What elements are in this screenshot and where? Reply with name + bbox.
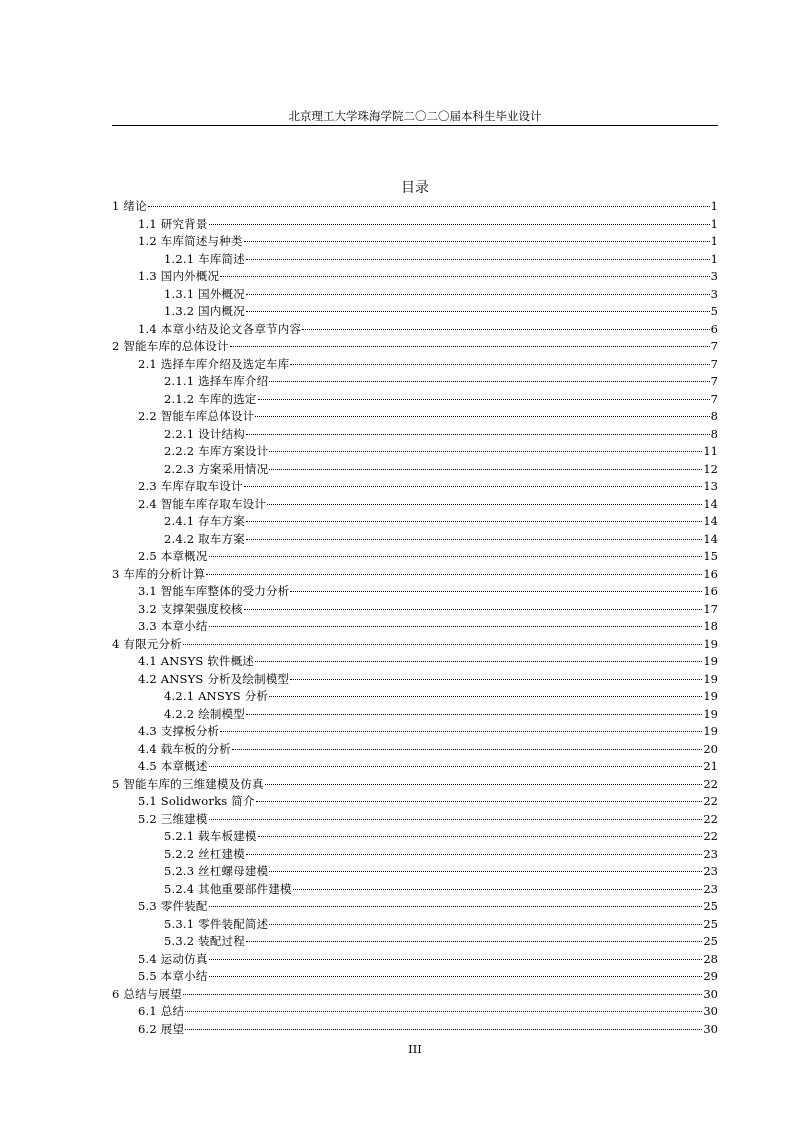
toc-entry-page: 14 [703, 514, 718, 528]
toc-entry[interactable] [112, 741, 718, 759]
toc-entry-page: 14 [703, 496, 718, 511]
toc-entry-page: 22 [703, 811, 718, 826]
toc-entry-page: 16 [703, 566, 718, 581]
toc-entry-page: 19 [703, 654, 718, 668]
header-rule [112, 125, 718, 126]
toc-entry-page: 23 [703, 881, 718, 896]
toc-dot-leader [269, 381, 709, 382]
toc-entry[interactable] [112, 268, 718, 286]
toc-entry-page: 1 [710, 234, 718, 248]
toc-entry[interactable] [112, 338, 718, 356]
toc-entry-label: 3.2 支撑架强度校核 [138, 601, 243, 616]
toc-dot-leader [246, 539, 702, 540]
toc-entry[interactable] [112, 531, 718, 549]
toc-title: 目录 [401, 180, 429, 196]
toc-dot-leader [265, 784, 703, 785]
toc-entry-page: 30 [703, 1021, 718, 1036]
toc-entry-label: 6 总结与展望 [112, 986, 182, 1001]
toc-entry[interactable] [112, 671, 718, 689]
toc-entry-label: 1.4 本章小结及论文各章节内容 [138, 321, 302, 336]
toc-entry[interactable] [112, 828, 718, 846]
toc-entry-label: 2.4.2 取车方案 [164, 531, 245, 546]
toc-entry-page: 22 [703, 776, 718, 791]
toc-dot-leader [209, 626, 703, 627]
toc-entry[interactable] [112, 426, 718, 444]
toc-entry[interactable] [112, 391, 718, 409]
toc-entry[interactable] [112, 968, 718, 986]
toc-dot-leader [244, 609, 703, 610]
toc-entry-page: 25 [703, 934, 718, 948]
toc-entry[interactable] [112, 723, 718, 741]
toc-entry-page: 16 [703, 584, 718, 598]
toc-dot-leader [209, 224, 710, 225]
toc-entry-page: 7 [710, 356, 718, 371]
toc-entry-label: 4.2.1 ANSYS 分析 [164, 689, 269, 703]
toc-entry[interactable] [112, 863, 718, 881]
toc-entry-label: 6.1 总结 [138, 1004, 185, 1018]
toc-entry[interactable] [112, 251, 718, 269]
toc-entry[interactable] [112, 898, 718, 916]
toc-entry-label: 1.3.2 国内概况 [164, 304, 245, 318]
table-of-contents [112, 198, 718, 1038]
toc-dot-leader [185, 1029, 702, 1030]
toc-entry[interactable] [112, 198, 718, 216]
toc-entry[interactable] [112, 461, 718, 479]
toc-entry[interactable] [112, 216, 718, 234]
toc-dot-leader [269, 451, 702, 452]
toc-entry-page: 14 [703, 531, 718, 546]
toc-dot-leader [255, 661, 702, 662]
toc-entry-label: 5.1 Solidworks 简介 [138, 794, 255, 808]
toc-dot-leader [290, 679, 702, 680]
toc-entry-label: 4.1 ANSYS 软件概述 [138, 654, 255, 668]
toc-dot-leader [209, 959, 703, 960]
toc-entry[interactable] [112, 933, 718, 951]
toc-entry-page: 23 [703, 846, 718, 861]
toc-dot-leader [246, 941, 702, 942]
toc-dot-leader [220, 731, 702, 732]
toc-entry-page: 3 [710, 269, 718, 283]
toc-entry-label: 1.3.1 国外概况 [164, 286, 245, 301]
toc-entry-label: 5.2.4 其他重要部件建模 [164, 881, 292, 896]
toc-entry[interactable] [112, 986, 718, 1004]
toc-entry-label: 4 有限元分析 [112, 636, 182, 651]
toc-entry-label: 2.4.1 存车方案 [164, 514, 245, 528]
toc-dot-leader [206, 574, 702, 575]
toc-entry[interactable] [112, 618, 718, 636]
toc-entry-page: 13 [703, 479, 718, 493]
toc-entry-label: 3.3 本章小结 [138, 619, 208, 633]
toc-dot-leader [246, 311, 710, 312]
toc-entry-label: 1.2 车库简述与种类 [138, 234, 243, 248]
toc-entry-label: 5.3 零件装配 [138, 899, 208, 913]
toc-entry-label: 4.5 本章概述 [138, 759, 208, 773]
toc-entry-label: 2.5 本章概况 [138, 549, 208, 563]
toc-entry-label: 2 智能车库的总体设计 [112, 339, 229, 353]
toc-entry[interactable] [112, 321, 718, 339]
page-number: III [408, 1042, 422, 1056]
toc-entry-page: 17 [703, 601, 718, 616]
toc-entry-page: 30 [703, 1004, 718, 1018]
toc-entry-label: 5.3.1 零件装配简述 [164, 916, 269, 931]
toc-entry-label: 1.2.1 车库简述 [164, 251, 245, 266]
toc-entry[interactable] [112, 1021, 718, 1039]
toc-dot-leader [258, 399, 710, 400]
toc-entry-page: 19 [703, 689, 718, 703]
toc-dot-leader [246, 854, 702, 855]
toc-entry-page: 5 [710, 304, 718, 318]
toc-dot-leader [246, 521, 702, 522]
toc-entry-label: 5.5 本章小结 [138, 969, 208, 983]
toc-entry[interactable] [112, 688, 718, 706]
toc-dot-leader [209, 766, 703, 767]
toc-entry-page: 19 [703, 671, 718, 686]
toc-entry[interactable] [112, 496, 718, 514]
toc-entry-label: 5.3.2 装配过程 [164, 934, 245, 948]
toc-entry[interactable] [112, 758, 718, 776]
toc-entry-label: 5.2.2 丝杠建模 [164, 846, 245, 861]
toc-dot-leader [246, 259, 710, 260]
toc-entry-page: 15 [703, 549, 718, 563]
toc-entry-page: 6 [710, 321, 718, 336]
toc-dot-leader [256, 801, 703, 802]
running-header: 北京理工大学珠海学院二〇二〇届本科生毕业设计 [288, 109, 542, 123]
toc-entry-page: 23 [703, 864, 718, 878]
toc-entry-label: 5 智能车库的三维建模及仿真 [112, 776, 264, 791]
toc-entry-page: 11 [703, 444, 718, 458]
toc-entry-page: 30 [703, 986, 718, 1001]
toc-entry-label: 3.1 智能车库整体的受力分析 [138, 584, 290, 598]
toc-entry-page: 22 [703, 794, 718, 808]
toc-entry-page: 18 [703, 619, 718, 633]
toc-dot-leader [255, 416, 709, 417]
toc-entry[interactable] [112, 776, 718, 794]
toc-entry-page: 7 [710, 339, 718, 353]
toc-entry-label: 2.1 选择车库介绍及选定车库 [138, 356, 290, 371]
toc-entry-label: 2.4 智能车库存取车设计 [138, 496, 267, 511]
toc-entry[interactable] [112, 356, 718, 374]
toc-dot-leader [267, 504, 702, 505]
toc-entry[interactable] [112, 566, 718, 584]
toc-entry-page: 8 [710, 409, 718, 423]
toc-dot-leader [148, 206, 710, 207]
toc-dot-leader [246, 714, 702, 715]
toc-entry-page: 22 [703, 829, 718, 843]
toc-dot-leader [269, 871, 702, 872]
toc-entry-label: 4.4 载车板的分析 [138, 741, 231, 756]
toc-entry-page: 12 [703, 461, 718, 476]
toc-entry-label: 2.3 车库存取车设计 [138, 479, 243, 493]
toc-dot-leader [209, 819, 703, 820]
toc-entry-page: 8 [710, 426, 718, 441]
toc-dot-leader [244, 486, 703, 487]
toc-entry-label: 2.1.1 选择车库介绍 [164, 374, 269, 388]
toc-entry[interactable] [112, 286, 718, 304]
toc-entry-label: 2.2.2 车库方案设计 [164, 444, 269, 458]
toc-entry-label: 2.1.2 车库的选定 [164, 391, 257, 406]
toc-entry-page: 25 [703, 916, 718, 931]
toc-entry[interactable] [112, 951, 718, 969]
toc-entry[interactable] [112, 583, 718, 601]
toc-entry-page: 20 [703, 741, 718, 756]
toc-entry-label: 2.2.3 方案采用情况 [164, 461, 269, 476]
toc-dot-leader [183, 994, 702, 995]
toc-entry-page: 21 [703, 759, 718, 773]
toc-entry-label: 5.4 运动仿真 [138, 951, 208, 966]
toc-dot-leader [185, 1011, 702, 1012]
toc-entry[interactable] [112, 653, 718, 671]
toc-entry-label: 1.1 研究背景 [138, 216, 208, 231]
toc-entry[interactable] [112, 601, 718, 619]
toc-entry-label: 4.3 支撑板分析 [138, 724, 220, 738]
toc-entry-label: 5.2.3 丝杠螺母建模 [164, 864, 269, 878]
toc-entry-label: 1 绪论 [112, 199, 147, 213]
toc-entry-page: 1 [710, 216, 718, 231]
toc-entry[interactable] [112, 811, 718, 829]
toc-entry-page: 28 [703, 951, 718, 966]
toc-entry[interactable] [112, 1003, 718, 1021]
toc-dot-leader [269, 469, 702, 470]
toc-entry-page: 19 [703, 636, 718, 651]
toc-dot-leader [290, 591, 702, 592]
toc-entry[interactable] [112, 443, 718, 461]
toc-dot-leader [209, 906, 703, 907]
toc-entry[interactable] [112, 513, 718, 531]
toc-entry[interactable] [112, 478, 718, 496]
toc-dot-leader [230, 346, 710, 347]
toc-dot-leader [209, 556, 703, 557]
toc-entry[interactable] [112, 548, 718, 566]
toc-dot-leader [209, 976, 703, 977]
toc-entry-page: 3 [710, 286, 718, 301]
toc-dot-leader [183, 644, 702, 645]
toc-entry-page: 7 [710, 391, 718, 406]
toc-entry[interactable] [112, 881, 718, 899]
toc-entry-page: 1 [710, 199, 718, 213]
toc-entry-label: 4.2 ANSYS 分析及绘制模型 [138, 671, 290, 686]
toc-entry-page: 19 [703, 706, 718, 721]
toc-entry-page: 19 [703, 724, 718, 738]
toc-entry[interactable] [112, 408, 718, 426]
toc-dot-leader [293, 889, 703, 890]
toc-entry-label: 5.2 三维建模 [138, 811, 208, 826]
toc-dot-leader [246, 294, 710, 295]
toc-dot-leader [258, 836, 703, 837]
toc-entry-page: 7 [710, 374, 718, 388]
toc-entry-page: 25 [703, 899, 718, 913]
toc-entry[interactable] [112, 636, 718, 654]
toc-entry[interactable] [112, 846, 718, 864]
toc-entry-page: 1 [710, 251, 718, 266]
toc-entry[interactable] [112, 916, 718, 934]
toc-entry[interactable] [112, 303, 718, 321]
toc-entry-page: 29 [703, 969, 718, 983]
toc-entry[interactable] [112, 233, 718, 251]
toc-entry-label: 6.2 展望 [138, 1021, 185, 1036]
toc-entry-label: 4.2.2 绘制模型 [164, 706, 245, 721]
toc-entry[interactable] [112, 793, 718, 811]
toc-entry-label: 2.2 智能车库总体设计 [138, 409, 255, 423]
toc-dot-leader [269, 924, 702, 925]
toc-dot-leader [290, 364, 709, 365]
toc-dot-leader [302, 329, 710, 330]
toc-dot-leader [244, 241, 710, 242]
toc-entry-label: 2.2.1 设计结构 [164, 426, 245, 441]
toc-entry-label: 5.2.1 载车板建模 [164, 829, 257, 843]
toc-dot-leader [232, 749, 702, 750]
toc-dot-leader [246, 434, 710, 435]
toc-entry[interactable] [112, 373, 718, 391]
toc-dot-leader [269, 696, 702, 697]
toc-entry-label: 3 车库的分析计算 [112, 566, 206, 581]
toc-entry[interactable] [112, 706, 718, 724]
toc-entry-label: 1.3 国内外概况 [138, 269, 220, 283]
toc-dot-leader [220, 276, 709, 277]
